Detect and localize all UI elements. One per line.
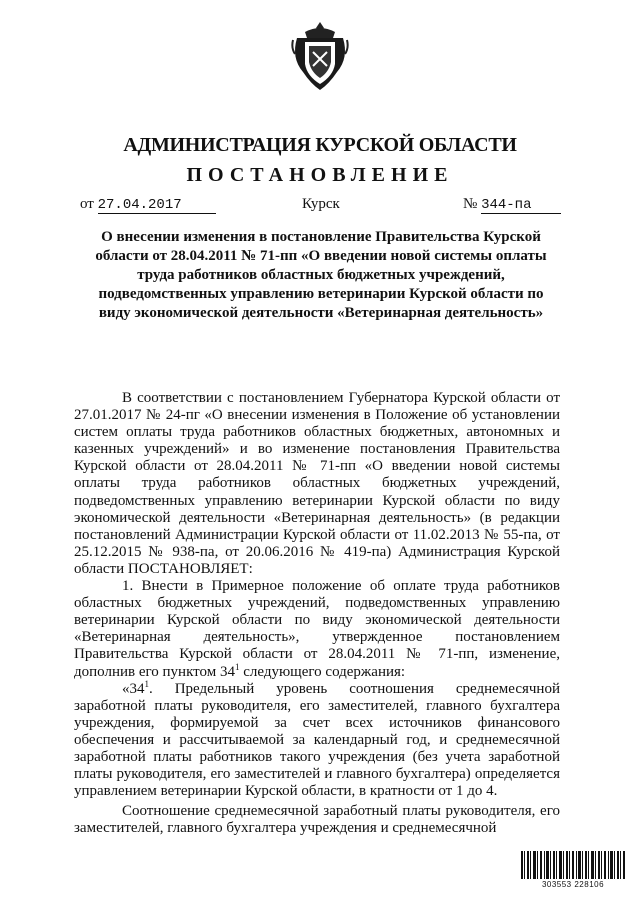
city-label: Курск [302, 196, 340, 212]
administration-heading: АДМИНИСТРАЦИЯ КУРСКОЙ ОБЛАСТИ [123, 134, 517, 156]
coat-of-arms-emblem [291, 20, 349, 94]
paragraph-clause-34-1 [74, 678, 560, 801]
number-prefix: № [463, 196, 478, 212]
paragraph-preamble: В соответствии с постановлением Губернатора Курской области от 27.01.2017 № 24-пг «О внесении изменения в Положение об установлении систем оплаты труда работников областных бюджетных, автономных и казенных учреждений» и во изменение постановления Правительства Курской области от 28.04.2011 № 71-пп «О введении новой системы оплаты труда работников областных бюджетных учреждений, подведомственных управлению ветеринарии Курской области по виду экономической деятельности «Ветеринарная деятельность» (в редакции постановлений Администрации Курской области от 11.02.2013 № 55-па, от 25.12.2015 № 938-па, от 20.06.2016 № 419-па) Администрация Курской области ПОСТАНОВЛЯЕТ: [74, 390, 560, 577]
clause-text: . Предельный уровень соотношения среднемесячной заработной платы руководителя, его заместителей, главного бухгалтера учреждения, формируемой за счет всех источников финансового обеспечения и рассчитываемой за календарный год, и среднемесячной заработной платы работников такого учреждения (без учета заработной платы руководителя, его заместителей и главного бухгалтера) определяется управлением ветеринарии Курской области, в кратности от 1 до 4. [74, 680, 560, 800]
barcode-image [521, 851, 625, 879]
document-type-heading: ПОСТАНОВЛЕНИЕ [186, 164, 454, 186]
number-value: 344-па [481, 198, 561, 214]
barcode-number: 303553 228106 [541, 880, 605, 889]
date-prefix: от [80, 196, 94, 212]
document-title: О внесении изменения в постановление Правительства Курской области от 28.04.2011 № 71-пп «О введении новой системы оплаты труда работников областных бюджетных учреждений, подведомственных управлению ветеринарии Курской области по виду экономической деятельности «Ветеринарная деятельность» [95, 229, 547, 321]
paragraph-item-1-tail: следующего содержания: [239, 663, 406, 680]
date-value: 27.04.2017 [98, 198, 216, 214]
date-field [80, 196, 216, 214]
paragraph-item-1 [74, 578, 560, 681]
paragraph-item-1-text: 1. Внести в Примерное положение об оплате труда работников областных бюджетных учреждений, подведомственных управлению ветеринарии Курской области по виду экономической деятельности «Ветеринарная деятельность», утвержденное постановлением Правительства Курской области от 28.04.2011 № 71-пп, изменение, дополнив его пунктом 34 [74, 578, 560, 680]
superscript: 1 [234, 661, 240, 672]
document-body [74, 390, 560, 837]
paragraph-ratio: Соотношение среднемесячной заработный платы руководителя, его заместителей, главного бухгалтера учреждения и среднемесячной [74, 803, 560, 837]
number-field [463, 196, 561, 214]
superscript: 1 [144, 678, 149, 689]
clause-number: «34 [122, 680, 145, 697]
